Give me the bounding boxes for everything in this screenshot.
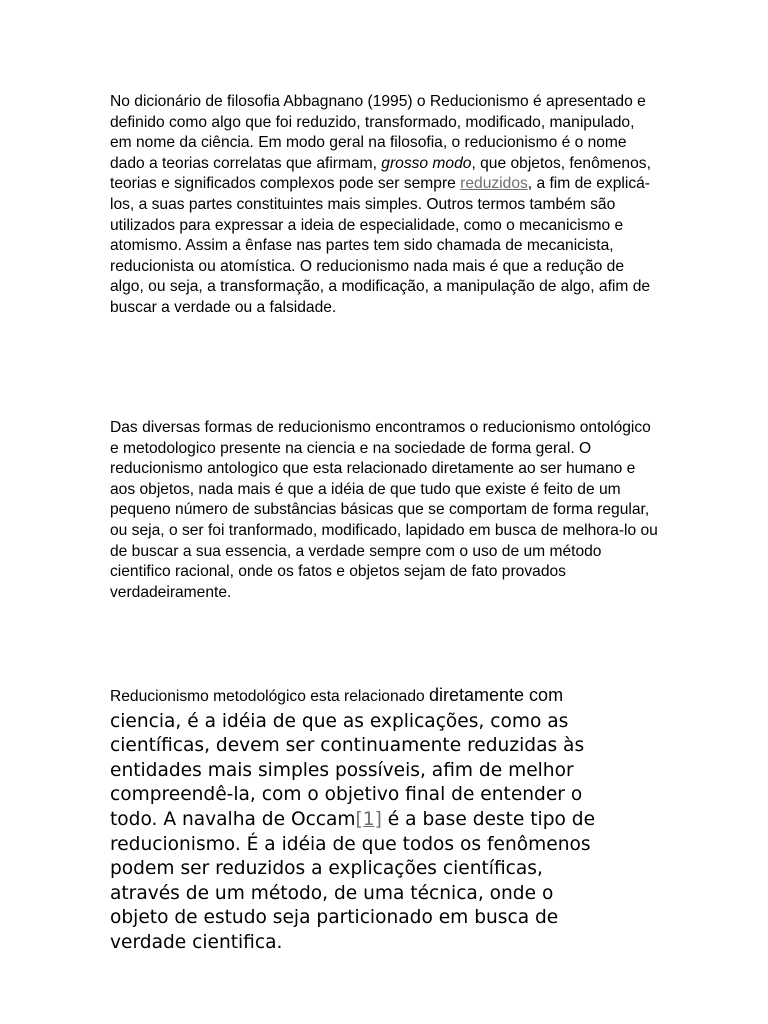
paragraph3-lead-medium: diretamente com [429, 685, 564, 705]
paragraph3-line-4: entidades mais simples possíveis, afim de melhor [110, 759, 574, 781]
paragraph3-line-8: podem ser reduzidos a explicações científicas, [110, 858, 543, 880]
paragraph3-line-7: reducionismo. É a idéia de que todos os fenômenos [110, 833, 591, 855]
footnote-link-1[interactable]: [1] [355, 808, 382, 830]
paragraph1-text-a: No dicionário de filosofia Abbagnano (1995) o Reducionismo é apresentado e definido como algo que foi reduzido, transformado, modificado, manipulado, em nome da ciência. Em modo geral na filosofia, o reducionismo é o nome dado a teorias correlatas que afirmam, [110, 93, 646, 172]
paragraph2-text: Das diversas formas de reducionismo encontramos o reducionismo ontológico e metodologico presente na ciencia e na sociedade de forma geral. O reducionismo antologico que esta relacionado diretamente ao ser humano e aos objetos, nada mais é que a idéia de que tudo que existe é feito de um pequeno número de substâncias básicas que se comportam de forma regular, ou seja, o ser foi tranformado, modificado, lapidado em busca de melhora-lo ou de buscar a sua essencia, a verdade sempre com o uso de um método cientifico racional, onde os fatos e objetos sejam de fato provados verdadeiramente. [110, 419, 658, 601]
paragraph3-lead-small: Reducionismo metodológico esta relacionado [110, 688, 429, 705]
paragraph3-line-10: objeto de estudo seja particionado em busca de [110, 907, 559, 929]
paragraph3-line-6-a: todo. A navalha de Occam [110, 808, 356, 830]
paragraph1-text-b: , que objetos, fenômenos, teorias e significados complexos pode ser sempre [110, 154, 651, 193]
paragraph3-line-3: científicas, devem ser continuamente reduzidas às [110, 735, 585, 757]
paragraph1-text-c: , a fim de explicá-los, a suas partes constituintes mais simples. Outros termos também são utilizados para expressar a ideia de especialidade, como o mecanicismo e atomismo. Assim a ênfase nas partes tem sido chamada de mecanicista, reducionista ou atomística. O reducionismo nada mais é que a redução de algo, ou seja, a transformação, a modificação, a manipulação de algo, afim de buscar a verdade ou a falsidade. [110, 175, 651, 316]
paragraph1-italic-grosso-modo: grosso modo [381, 154, 472, 172]
link-reduzidos[interactable]: reduzidos [460, 175, 528, 193]
paragraph3-line-5: compreendê-la, com o objetivo final de entender o [110, 784, 583, 806]
paragraph3-line-9: através de um método, de uma técnica, onde o [110, 882, 554, 904]
paragraph3-line-1 [110, 683, 658, 710]
paragraph-reducionismo-metodologico [110, 683, 658, 956]
paragraph-reducionismo-definicao [110, 92, 658, 319]
paragraph3-line-6-b: é a base deste tipo de [381, 808, 596, 830]
paragraph3-line-2: ciencia, é a idéia de que as explicações, como as [110, 710, 569, 732]
paragraph3-line-6 [110, 808, 658, 833]
paragraph3-line-11: verdade cientifica. [110, 931, 283, 953]
paragraph-reducionismo-ontologico [110, 418, 658, 603]
